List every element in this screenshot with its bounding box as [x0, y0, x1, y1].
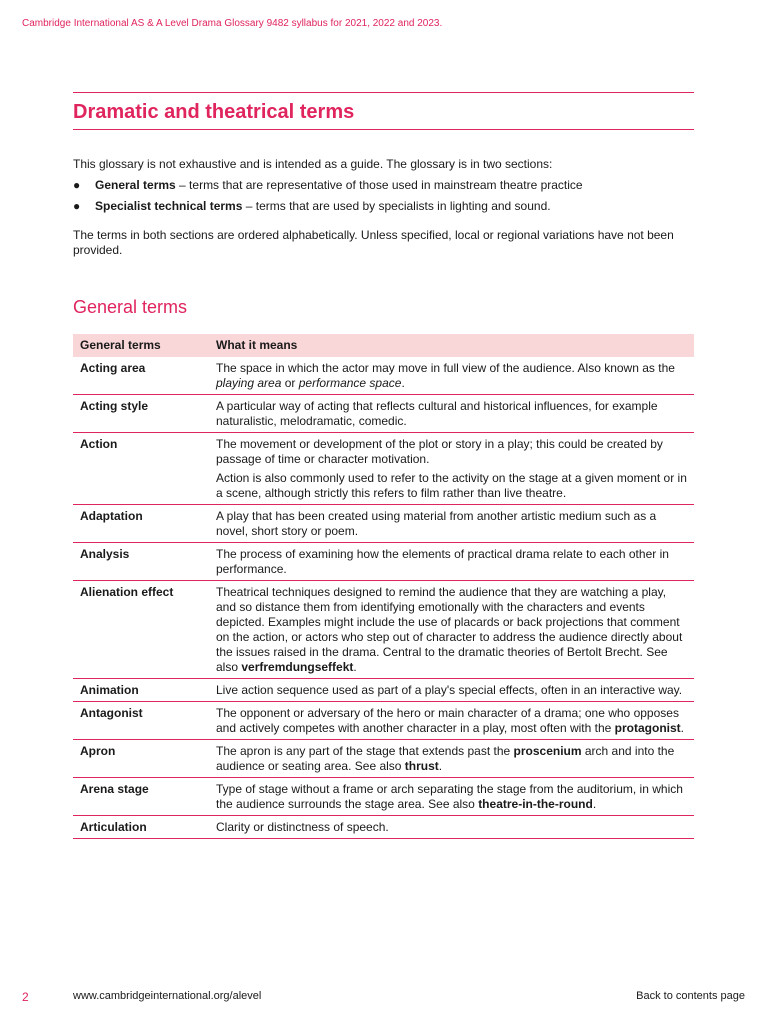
- glossary-table: [73, 334, 694, 839]
- list-item-desc: – terms that are used by specialists in lighting and sound.: [242, 199, 551, 213]
- meaning-cell: [209, 357, 694, 395]
- meaning-cell: [209, 395, 694, 433]
- table-row: [73, 505, 694, 543]
- back-to-contents-link[interactable]: Back to contents page: [636, 990, 745, 1002]
- list-item: [73, 199, 694, 214]
- meaning-cell: [209, 702, 694, 740]
- table-row: [73, 740, 694, 778]
- bullet-icon: ●: [73, 178, 81, 192]
- meaning-paragraph: Theatrical techniques designed to remind the audience that they are watching a play, and so distance them from identifying emotionally with the characters and events depicted. Examples might include the use of placards or back projections that comment on the action, or actors who step out of character to address the audience directly about the issues raised in the drama. Central to the dramatic theories of Bertolt Brecht. See also verfremdungseffekt.: [216, 585, 683, 674]
- table-row: [73, 395, 694, 433]
- meaning-paragraph: The space in which the actor may move in full view of the audience. Also known as the playing area or performance space.: [216, 361, 675, 390]
- meaning-paragraph: Action is also commonly used to refer to the activity on the stage at a given moment or in a scene, although strictly this refers to film rather than live theatre.: [216, 471, 687, 500]
- section-title: General terms: [73, 297, 188, 317]
- term-cell: Alienation effect: [73, 581, 209, 679]
- table-header-row: [73, 334, 694, 357]
- column-header-term: General terms: [73, 334, 209, 357]
- meaning-paragraph: Clarity or distinctness of speech.: [216, 820, 389, 834]
- term-cell: Antagonist: [73, 702, 209, 740]
- meaning-paragraph: The opponent or adversary of the hero or main character of a drama; one who opposes and actively competes with another character in a play, most often with the protagonist.: [216, 706, 684, 735]
- bullet-icon: ●: [73, 199, 81, 213]
- ordering-note: The terms in both sections are ordered alphabetically. Unless specified, local or regional variations have not been provided.: [73, 228, 674, 257]
- intro-section: [73, 157, 694, 258]
- table-row: [73, 679, 694, 702]
- meaning-cell: [209, 778, 694, 816]
- table-row: [73, 778, 694, 816]
- running-header: Cambridge International AS & A Level Drama Glossary 9482 syllabus for 2021, 2022 and 2023.: [22, 18, 443, 29]
- page-number: 2: [22, 990, 29, 1004]
- meaning-cell: [209, 433, 694, 505]
- term-cell: Apron: [73, 740, 209, 778]
- intro-text: This glossary is not exhaustive and is intended as a guide. The glossary is in two sections:: [73, 157, 553, 171]
- term-cell: Analysis: [73, 543, 209, 581]
- footer-url[interactable]: www.cambridgeinternational.org/alevel: [73, 990, 262, 1002]
- table-row: [73, 357, 694, 395]
- list-item: [73, 178, 694, 193]
- meaning-paragraph: The apron is any part of the stage that extends past the proscenium arch and into the audience or seating area. See also thrust.: [216, 744, 675, 773]
- meaning-paragraph: A play that has been created using material from another artistic medium such as a novel, short story or poem.: [216, 509, 657, 538]
- term-cell: Action: [73, 433, 209, 505]
- meaning-cell: [209, 816, 694, 839]
- table-row: [73, 433, 694, 505]
- meaning-cell: [209, 679, 694, 702]
- meaning-paragraph: The movement or development of the plot or story in a play; this could be created by passage of time or character motivation.: [216, 437, 663, 466]
- term-cell: Arena stage: [73, 778, 209, 816]
- table-row: [73, 581, 694, 679]
- column-header-meaning: What it means: [209, 334, 694, 357]
- term-cell: Animation: [73, 679, 209, 702]
- list-item-term: Specialist technical terms: [95, 199, 243, 213]
- title-block: [73, 92, 694, 130]
- sections-list: [73, 178, 694, 214]
- meaning-paragraph: A particular way of acting that reflects cultural and historical influences, for example naturalistic, melodramatic, comedic.: [216, 399, 658, 428]
- term-cell: Adaptation: [73, 505, 209, 543]
- term-cell: Acting area: [73, 357, 209, 395]
- term-cell: Acting style: [73, 395, 209, 433]
- list-item-desc: – terms that are representative of those used in mainstream theatre practice: [175, 178, 583, 192]
- list-item-term: General terms: [95, 178, 176, 192]
- meaning-paragraph: Live action sequence used as part of a play's special effects, often in an interactive way.: [216, 683, 683, 697]
- meaning-cell: [209, 543, 694, 581]
- table-row: [73, 543, 694, 581]
- table-row: [73, 702, 694, 740]
- term-cell: Articulation: [73, 816, 209, 839]
- table-row: [73, 816, 694, 839]
- table-body: [73, 357, 694, 839]
- meaning-paragraph: Type of stage without a frame or arch separating the stage from the auditorium, in which the audience surrounds the stage area. See also theatre-in-the-round.: [216, 782, 683, 811]
- meaning-cell: [209, 581, 694, 679]
- meaning-cell: [209, 740, 694, 778]
- page-title: Dramatic and theatrical terms: [73, 101, 355, 123]
- meaning-cell: [209, 505, 694, 543]
- meaning-paragraph: The process of examining how the elements of practical drama relate to each other in performance.: [216, 547, 669, 576]
